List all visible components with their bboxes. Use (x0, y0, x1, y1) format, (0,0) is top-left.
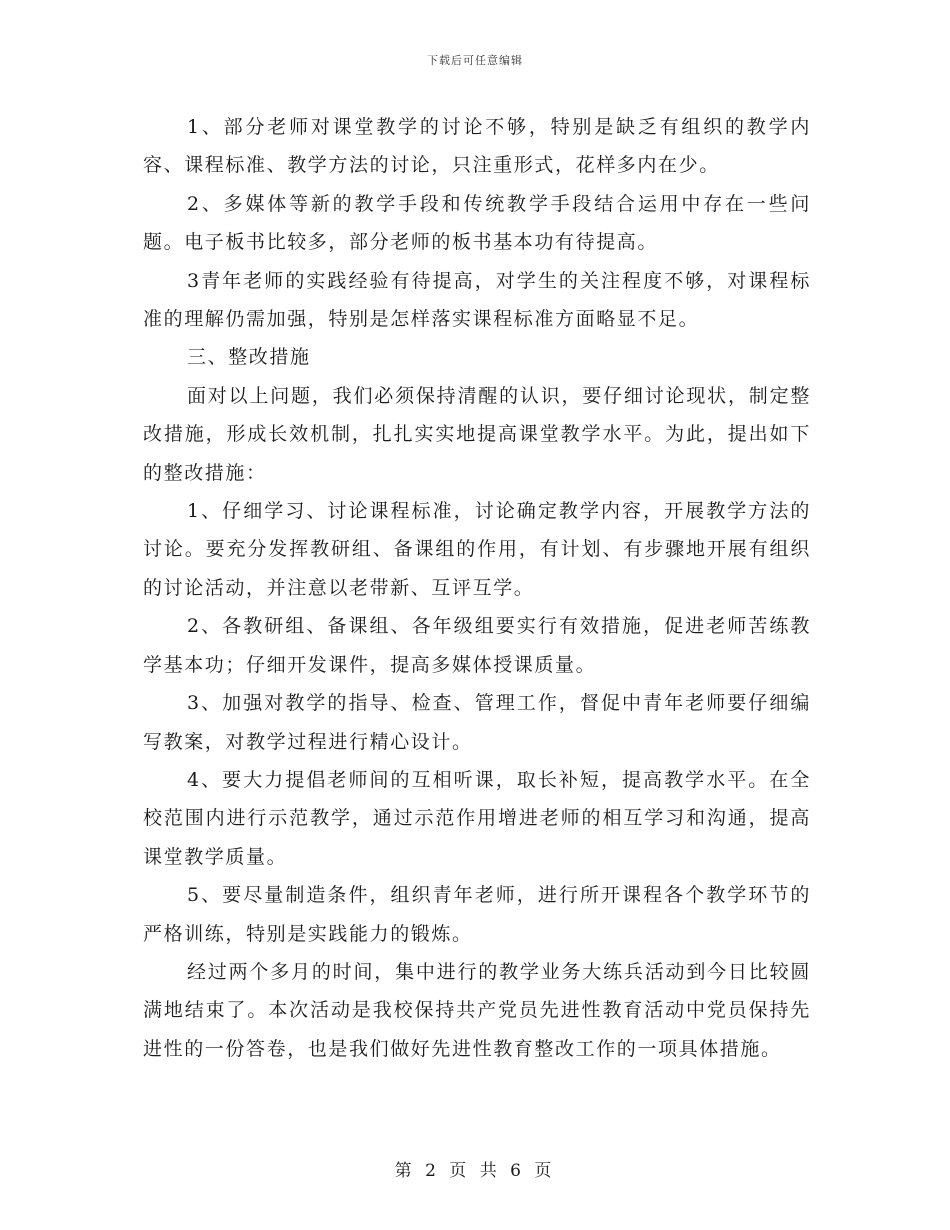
paragraph-measure-3: 3、加强对教学的指导、检查、管理工作，督促中青年老师要仔细编写教案，对教学过程进行精心设计。 (143, 692, 811, 753)
page-number-footer: 第 2 页 共 6 页 (394, 1161, 556, 1181)
paragraph-measure-4: 4、要大力提倡老师间的互相听课，取长补短，提高教学水平。在全校范围内进行示范教学，通过示范作用增进老师的相互学习和沟通，提高课堂教学质量。 (143, 768, 811, 868)
paragraph-problem-1: 1、部分老师对课堂教学的讨论不够，特别是缺乏有组织的教学内容、课程标准、教学方法的讨论，只注重形式，花样多内在少。 (143, 116, 811, 177)
paragraph-measure-2: 2、各教研组、备课组、各年级组要实行有效措施，促进老师苦练教学基本功；仔细开发课件，提高多媒体授课质量。 (143, 615, 811, 676)
document-body (143, 108, 811, 1068)
paragraph-problem-3: 3青年老师的实践经验有待提高，对学生的关注程度不够，对课程标准的理解仍需加强，特别是怎样落实课程标准方面略显不足。 (143, 269, 811, 331)
paragraph-measures-intro: 面对以上问题，我们必须保持清醒的认识，要仔细讨论现状，制定整改措施，形成长效机制，扎扎实实地提高课堂教学水平。为此，提出如下的整改措施： (143, 384, 811, 484)
paragraph-measure-5: 5、要尽量制造条件，组织青年老师，进行所开课程各个教学环节的严格训练，特别是实践能力的锻炼。 (143, 884, 811, 945)
paragraph-conclusion: 经过两个多月的时间，集中进行的教学业务大练兵活动到今日比较圆满地结束了。本次活动是我校保持共产党员先进性教育活动中党员保持先进性的一份答卷，也是我们做好先进性教育整改工作的一项具体措施。 (143, 960, 811, 1060)
paragraph-measure-1: 1、仔细学习、讨论课程标准，讨论确定教学内容，开展教学方法的讨论。要充分发挥教研组、备课组的作用，有计划、有步骤地开展有组织的讨论活动，并注意以老带新、互评互学。 (143, 500, 811, 599)
section-heading-measures: 三、整改措施 (187, 346, 311, 369)
paragraph-problem-2: 2、多媒体等新的教学手段和传统教学手段结合运用中存在一些问题。电子板书比较多，部分老师的板书基本功有待提高。 (143, 192, 811, 254)
page-header: 下载后可任意编辑 (427, 54, 523, 67)
